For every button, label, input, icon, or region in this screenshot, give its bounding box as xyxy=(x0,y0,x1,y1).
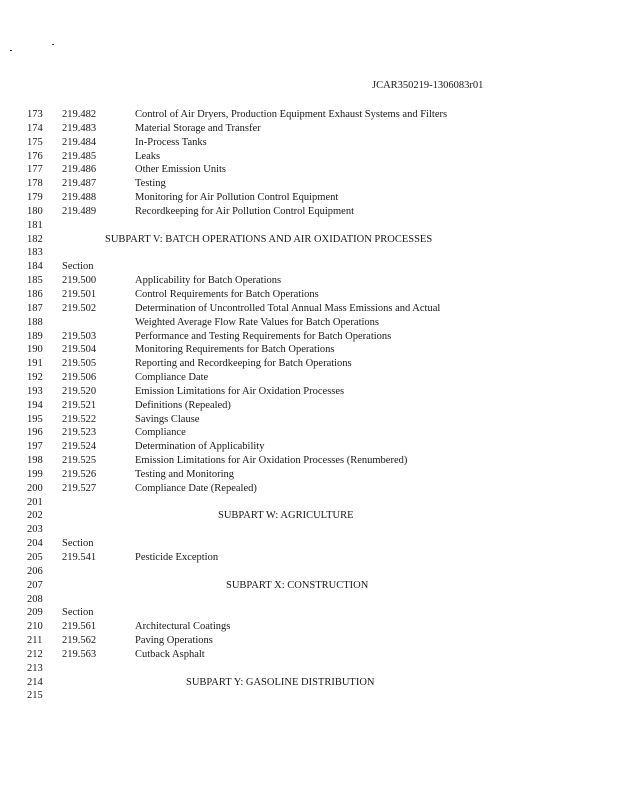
section-title: Testing xyxy=(135,178,166,190)
toc-line xyxy=(0,260,618,274)
line-number: 179 xyxy=(27,192,43,204)
section-number: 219.541 xyxy=(62,552,97,563)
section-number: 219.504 xyxy=(62,344,97,356)
line-number: 173 xyxy=(27,109,43,120)
section-number: 219.506 xyxy=(62,372,97,384)
section-title: Compliance Date xyxy=(135,372,209,384)
section-number: 219.502 xyxy=(62,302,97,314)
toc-line xyxy=(0,496,618,510)
line-number: 174 xyxy=(27,122,43,134)
toc-line xyxy=(0,537,618,551)
section-title: Definitions (Repealed) xyxy=(135,399,231,411)
section-number: 219.483 xyxy=(62,122,97,134)
line-number: 205 xyxy=(27,552,43,563)
line-number: 195 xyxy=(27,413,43,425)
toc-line xyxy=(0,205,618,219)
section-title: Recordkeeping for Air Pollution Control Equipment xyxy=(135,205,355,217)
section-title: In-Process Tanks xyxy=(135,136,207,148)
section-number: 219.505 xyxy=(62,358,97,370)
subpart-heading: SUBPART V: BATCH OPERATIONS AND AIR OXIDATION PROCESSES xyxy=(105,233,433,245)
line-number: 211 xyxy=(27,635,43,647)
line-number: 178 xyxy=(27,178,43,190)
section-title: Determination of Applicability xyxy=(135,441,265,453)
section-title: Monitoring for Air Pollution Control Equipment xyxy=(135,192,339,204)
line-list xyxy=(0,108,618,703)
section-title: Material Storage and Transfer xyxy=(135,122,261,134)
line-number: 212 xyxy=(27,648,43,660)
section-title: Weighted Average Flow Rate Values for Batch Operations xyxy=(135,316,379,328)
line-number: 194 xyxy=(27,399,43,411)
line-number: 204 xyxy=(27,538,43,550)
line-number: 203 xyxy=(27,524,43,536)
line-number: 183 xyxy=(27,247,43,259)
section-number: 219.527 xyxy=(62,482,97,494)
line-number: 184 xyxy=(27,261,43,273)
line-number: 215 xyxy=(27,690,43,702)
section-title: Control Requirements for Batch Operations xyxy=(135,288,319,300)
section-title: Architectural Coatings xyxy=(135,621,231,633)
section-title: Emission Limitations for Air Oxidation Processes xyxy=(135,385,345,397)
section-number: 219.563 xyxy=(62,648,97,660)
section-number: Section xyxy=(62,538,94,550)
line-number: 208 xyxy=(27,593,43,605)
line-number: 185 xyxy=(27,275,43,287)
subpart-heading-line xyxy=(0,509,618,523)
line-number: 197 xyxy=(27,441,43,453)
subpart-heading-line xyxy=(0,579,618,593)
section-number: Section xyxy=(62,607,94,619)
line-number: 210 xyxy=(27,621,43,633)
line-number: 177 xyxy=(27,164,43,176)
toc-line xyxy=(0,122,618,136)
section-number: 219.526 xyxy=(62,468,97,480)
subpart-heading: SUBPART Y: GASOLINE DISTRIBUTION xyxy=(186,676,375,688)
section-title: Compliance xyxy=(135,427,186,439)
section-number: 219.524 xyxy=(62,441,97,453)
line-number: 206 xyxy=(27,565,43,577)
toc-line xyxy=(0,648,618,662)
toc-line xyxy=(0,302,618,316)
section-title: Control of Air Dryers, Production Equipment Exhaust Systems and Filters xyxy=(135,109,448,120)
line-number: 207 xyxy=(27,579,43,591)
toc-line xyxy=(0,662,618,676)
line-number: 198 xyxy=(27,455,43,467)
section-title: Monitoring Requirements for Batch Operations xyxy=(135,344,335,356)
toc-line xyxy=(0,634,618,648)
section-title: Savings Clause xyxy=(135,413,200,425)
section-number: 219.484 xyxy=(62,136,97,148)
line-number: 188 xyxy=(27,316,43,328)
scan-speck xyxy=(10,50,12,51)
section-title: Emission Limitations for Air Oxidation Processes (Renumbered) xyxy=(135,455,408,467)
toc-line xyxy=(0,150,618,164)
section-number: 219.525 xyxy=(62,455,97,467)
section-number: 219.482 xyxy=(62,109,97,120)
section-number: 219.500 xyxy=(62,275,97,287)
line-number: 186 xyxy=(27,288,43,300)
section-number: 219.562 xyxy=(62,635,97,647)
section-number: 219.487 xyxy=(62,178,97,190)
line-number: 182 xyxy=(27,233,43,245)
document-id: JCAR350219-1306083r01 xyxy=(372,80,484,91)
section-title: Testing and Monitoring xyxy=(135,468,235,480)
toc-line xyxy=(0,606,618,620)
section-number: 219.503 xyxy=(62,330,97,342)
section-number: Section xyxy=(62,261,94,273)
line-number: 199 xyxy=(27,468,43,480)
toc-line xyxy=(0,593,618,607)
section-number: 219.501 xyxy=(62,288,97,300)
section-number: 219.488 xyxy=(62,192,97,204)
line-number: 175 xyxy=(27,136,43,148)
toc-line xyxy=(0,454,618,468)
section-number: 219.523 xyxy=(62,427,97,439)
line-number: 181 xyxy=(27,219,43,231)
line-number: 196 xyxy=(27,427,43,439)
scan-speck xyxy=(52,44,54,45)
toc-line xyxy=(0,523,618,537)
section-title: Performance and Testing Requirements for Batch Operations xyxy=(135,330,392,342)
subpart-heading-line xyxy=(0,233,618,247)
section-number: 219.522 xyxy=(62,413,97,425)
toc-line xyxy=(0,689,618,703)
toc-line xyxy=(0,136,618,150)
section-title: Other Emission Units xyxy=(135,164,226,176)
toc-line xyxy=(0,551,618,565)
toc-line xyxy=(0,288,618,302)
section-title: Cutback Asphalt xyxy=(135,648,205,660)
toc-line xyxy=(0,413,618,427)
toc-line xyxy=(0,482,618,496)
toc-line xyxy=(0,565,618,579)
section-number: 219.520 xyxy=(62,385,97,397)
toc-line xyxy=(0,163,618,177)
section-number: 219.521 xyxy=(62,399,97,411)
toc-line xyxy=(0,316,618,330)
section-number: 219.489 xyxy=(62,205,97,217)
toc-line xyxy=(0,371,618,385)
toc-line xyxy=(0,385,618,399)
line-number: 191 xyxy=(27,358,43,370)
line-number: 180 xyxy=(27,205,43,217)
toc-line xyxy=(0,343,618,357)
toc-line xyxy=(0,399,618,413)
section-title: Applicability for Batch Operations xyxy=(135,275,282,287)
section-number: 219.486 xyxy=(62,164,97,176)
line-number: 193 xyxy=(27,385,43,397)
section-number: 219.485 xyxy=(62,150,97,162)
toc-line xyxy=(0,357,618,371)
line-number: 176 xyxy=(27,150,43,162)
section-title: Paving Operations xyxy=(135,635,213,647)
section-number: 219.561 xyxy=(62,621,97,633)
toc-line xyxy=(0,330,618,344)
toc-line xyxy=(0,426,618,440)
toc-line xyxy=(0,246,618,260)
line-number: 213 xyxy=(27,662,43,674)
line-number: 189 xyxy=(27,330,43,342)
line-number: 187 xyxy=(27,302,43,314)
toc-line xyxy=(0,219,618,233)
toc-line xyxy=(0,274,618,288)
line-number: 192 xyxy=(27,372,43,384)
toc-line xyxy=(0,108,618,122)
line-number: 190 xyxy=(27,344,43,356)
section-title: Pesticide Exception xyxy=(135,552,219,563)
subpart-heading: SUBPART W: AGRICULTURE xyxy=(218,510,354,522)
subpart-heading-line xyxy=(0,676,618,690)
line-number: 200 xyxy=(27,482,43,494)
toc-line xyxy=(0,440,618,454)
subpart-heading: SUBPART X: CONSTRUCTION xyxy=(226,579,369,591)
section-title: Compliance Date (Repealed) xyxy=(135,482,257,494)
line-number: 209 xyxy=(27,607,43,619)
section-title: Determination of Uncontrolled Total Annual Mass Emissions and Actual xyxy=(135,302,441,314)
line-number: 202 xyxy=(27,510,43,522)
toc-line xyxy=(0,177,618,191)
section-title: Leaks xyxy=(135,150,161,162)
section-title: Reporting and Recordkeeping for Batch Operations xyxy=(135,358,352,370)
line-number: 201 xyxy=(27,496,43,508)
toc-line xyxy=(0,468,618,482)
toc-line xyxy=(0,191,618,205)
toc-line xyxy=(0,620,618,634)
line-number: 214 xyxy=(27,676,43,688)
